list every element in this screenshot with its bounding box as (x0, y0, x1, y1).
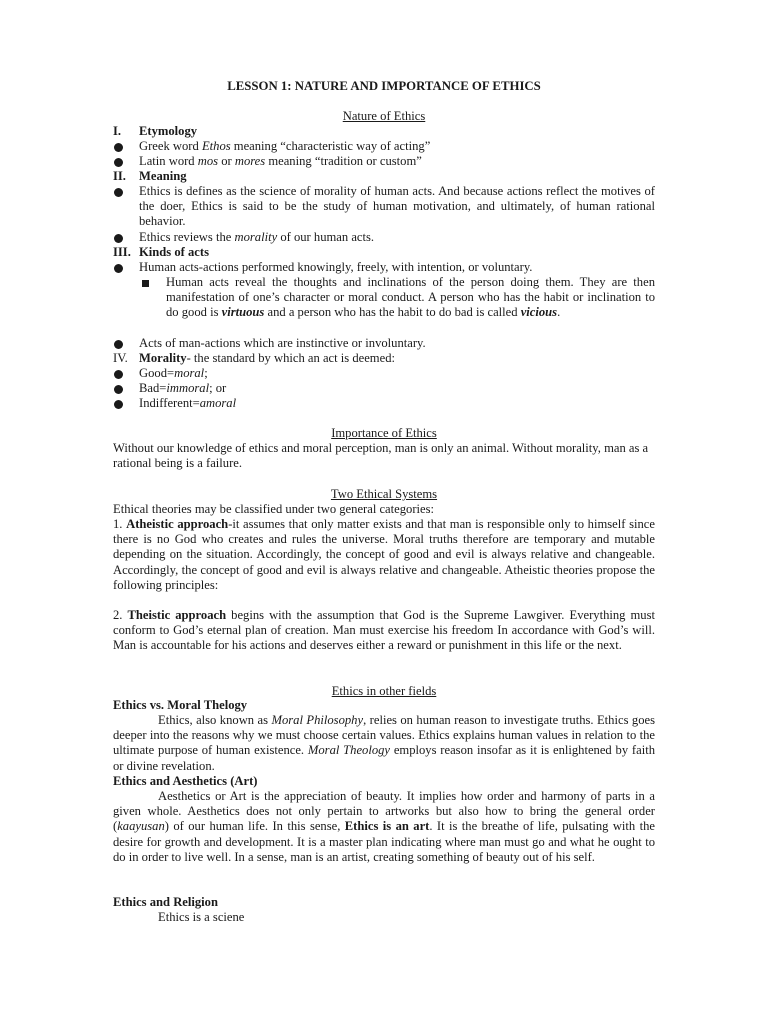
bullet-icon (114, 370, 123, 379)
morality-bad-item: Bad=immoral; or (139, 381, 227, 395)
importance-paragraph: Without our knowledge of ethics and moral perception, man is only an animal. Without morality, man as a rational being is a failure. (113, 441, 649, 471)
roman-numeral-4: IV. (113, 351, 128, 365)
bullet-icon (114, 158, 123, 167)
aesthetics-paragraph: Aesthetics or Art is the appreciation of beauty. It implies how order and harmony of parts in a given whole. Aesthetics does not only pertain to artworks but also how to bring the general order (kaayusan) of our human life. In this sense, Ethics is an art. It is the breathe of life, pulsating with the desire for growth and development. It is a master plan indicating where man must go and what he ought to do in order to live well. In a sense, man is an artist, creating something of beauty out of his self. (113, 789, 656, 864)
section-heading-importance: Importance of Ethics (331, 426, 437, 440)
section-heading-fields: Ethics in other fields (331, 684, 437, 698)
roman-numeral-1: I. (113, 124, 122, 138)
etymology-heading: Etymology (139, 124, 198, 138)
acts-of-man-item: Acts of man-actions which are instinctive or involuntary. (139, 336, 426, 350)
theistic-approach-paragraph: 2. Theistic approach begins with the assumption that God is the Supreme Lawgiver. Everything must conform to God’s eternal plan of creation. Man must exercise his freedom In accordance with God’s will. Man is accountable for his actions and deserves either a reward or punishment in this life or the next. (113, 608, 656, 653)
lesson-title: LESSON 1: NATURE AND IMPORTANCE OF ETHICS (227, 79, 541, 93)
bullet-icon (114, 385, 123, 394)
etymology-greek-item: Greek word Ethos meaning “characteristic way of acting” (139, 139, 431, 153)
moral-theology-paragraph: Ethics, also known as Moral Philosophy, relies on human reason to investigate truths. Ethics goes deeper into the reasons why we must choose certain values. Ethics explains human values in relation to the ultimate purpose of human existence. Moral Theology employs reason insofar as it is enlightened by faith or divine revelation. (113, 713, 655, 773)
religion-paragraph: Ethics is a sciene (158, 910, 245, 924)
human-acts-subitem: Human acts reveal the thoughts and inclinations of the person doing them. They are then manifestation of one’s character or moral conduct. A person who has the habit or inclination to do good is virtuous and a person who has the habit to do bad is called vicious. (166, 275, 655, 320)
roman-numeral-3: III. (113, 245, 131, 259)
bullet-icon (114, 143, 123, 152)
morality-good-item: Good=moral; (139, 366, 208, 380)
kinds-heading: Kinds of acts (139, 245, 209, 259)
bullet-icon (114, 400, 123, 409)
etymology-latin-item: Latin word mos or mores meaning “tradition or custom” (139, 154, 422, 168)
bullet-icon (114, 340, 123, 349)
atheistic-approach-paragraph: 1. Atheistic approach-it assumes that only matter exists and that man is responsible only to himself since there is no God who creates and rules the universe. Moral truths therefore are temporary and mutable depending on the situation. Accordingly, the concept of good and evil is always relative and changeable. Accordingly, the concept of good and evil is always relative and changeable. Atheistic theories propose the following principles: (113, 517, 655, 592)
bullet-icon (114, 264, 123, 273)
aesthetics-heading: Ethics and Aesthetics (Art) (113, 774, 258, 788)
bullet-icon (114, 188, 123, 197)
square-bullet-icon (142, 280, 149, 287)
section-heading-systems: Two Ethical Systems (330, 487, 438, 501)
meaning-heading: Meaning (139, 169, 187, 183)
religion-heading: Ethics and Religion (113, 895, 218, 909)
morality-indifferent-item: Indifferent=amoral (139, 396, 237, 410)
meaning-review-item: Ethics reviews the morality of our human acts. (139, 230, 375, 244)
systems-intro: Ethical theories may be classified under two general categories: (113, 502, 435, 516)
section-heading-nature: Nature of Ethics (342, 109, 426, 123)
bullet-icon (114, 234, 123, 243)
morality-heading: Morality- the standard by which an act is deemed: (139, 351, 395, 365)
human-acts-item: Human acts-actions performed knowingly, freely, with intention, or voluntary. (139, 260, 533, 274)
roman-numeral-2: II. (113, 169, 126, 183)
meaning-definition: Ethics is defines as the science of morality of human acts. And because actions reflect the motives of the doer, Ethics is said to be the study of human motivation, and ultimately, of human rational behavior. (139, 184, 655, 229)
moral-theology-heading: Ethics vs. Moral Thelogy (113, 698, 248, 712)
